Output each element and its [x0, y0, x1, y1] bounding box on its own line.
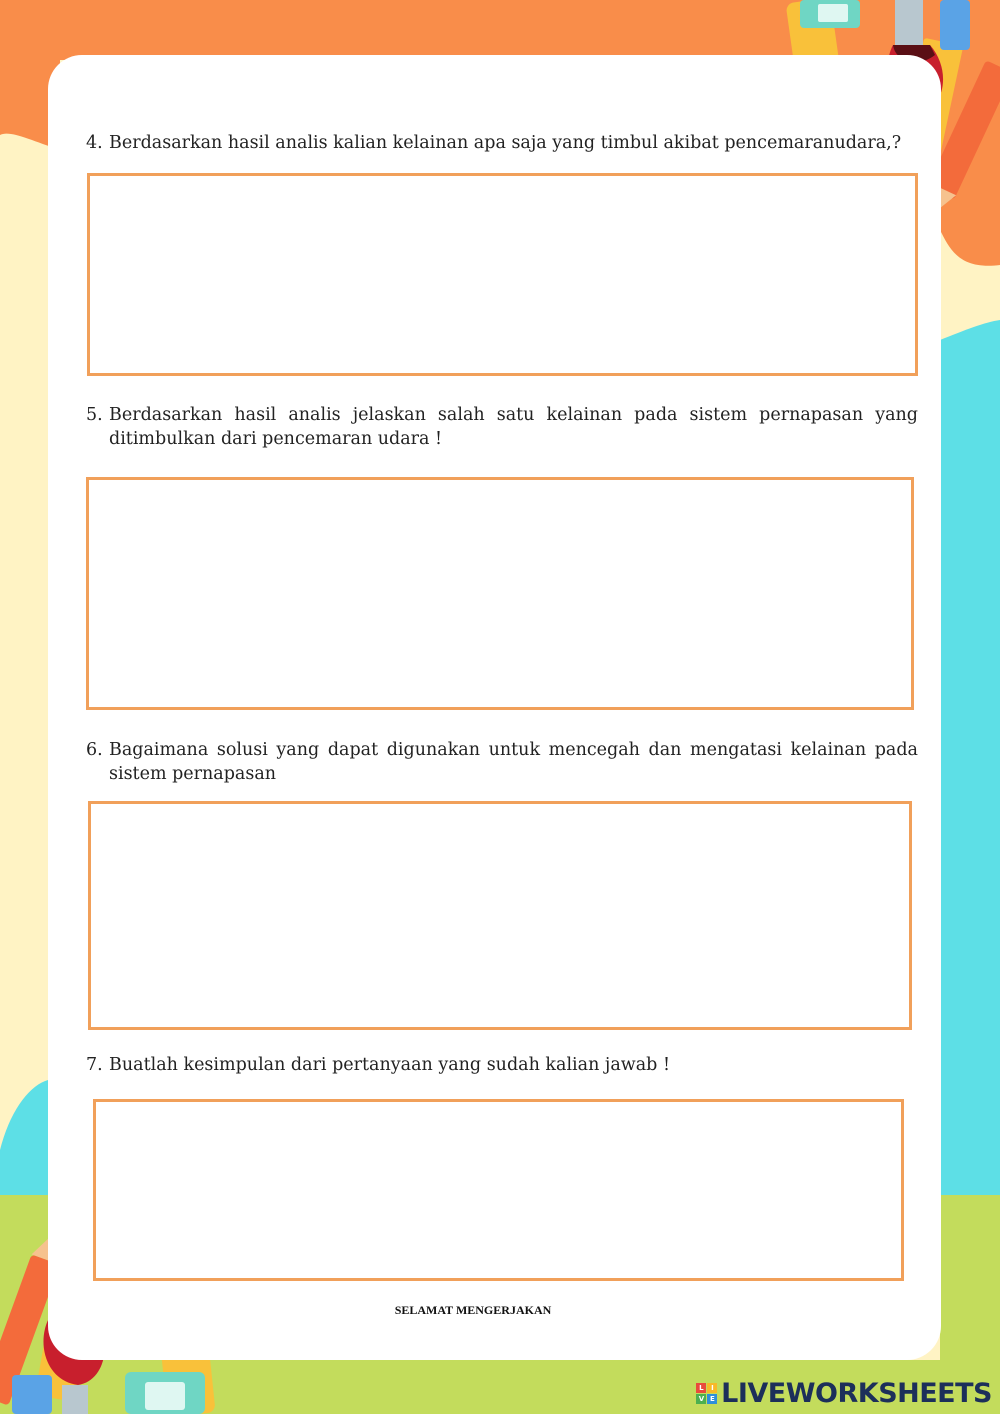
question-number: 6. [86, 740, 103, 760]
brand-name: LIVEWORKSHEETS [721, 1378, 992, 1409]
question-text: Bagaimana solusi yang dapat digunakan untuk mencegah dan mengatasi kelainan pada sistem pernapasan [109, 740, 918, 784]
question-number: 5. [86, 405, 103, 425]
question-7 [86, 1053, 918, 1077]
closing-note: SELAMAT MENGERJAKAN [394, 1303, 552, 1317]
question-6 [86, 738, 918, 786]
answer-box-4[interactable] [87, 173, 918, 376]
sharpener-icon [125, 1372, 205, 1414]
answer-box-5[interactable] [86, 477, 914, 710]
question-text: Berdasarkan hasil analis jelaskan salah satu kelainan pada sistem pernapasan yang ditimbulkan dari pencemaran udara ! [109, 405, 918, 449]
question-text: Berdasarkan hasil analis kalian kelainan apa saja yang timbul akibat pencemaranudara,? [109, 133, 902, 153]
question-5 [86, 403, 918, 451]
liveworksheets-logo-icon: L I V E [696, 1383, 717, 1404]
answer-box-7[interactable] [93, 1099, 904, 1281]
question-4 [86, 131, 918, 155]
answer-box-6[interactable] [88, 801, 912, 1030]
liveworksheets-brand[interactable] [696, 1378, 992, 1409]
question-number: 7. [86, 1055, 103, 1075]
question-number: 4. [86, 133, 103, 153]
question-text: Buatlah kesimpulan dari pertanyaan yang sudah kalian jawab ! [109, 1055, 670, 1075]
